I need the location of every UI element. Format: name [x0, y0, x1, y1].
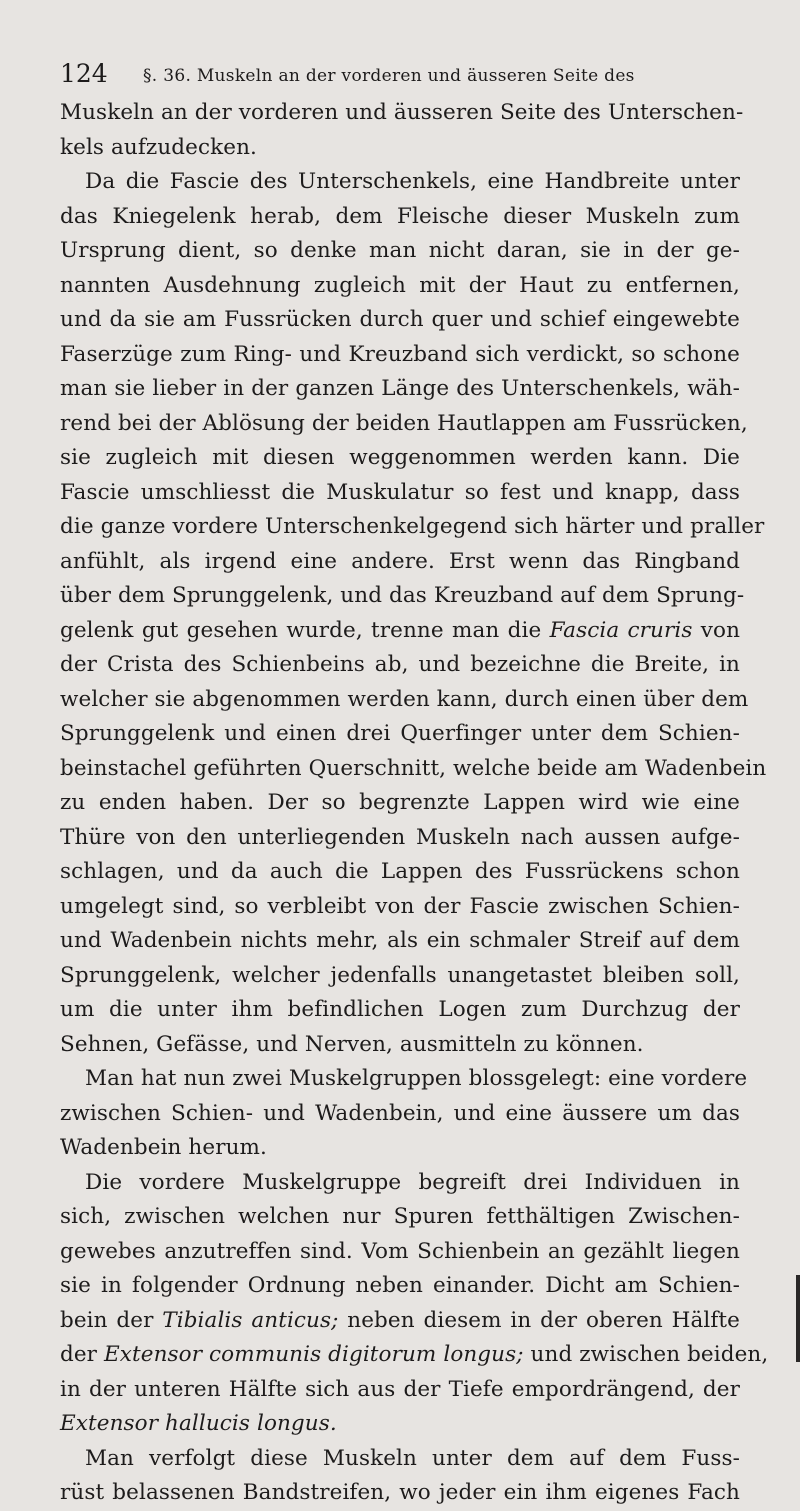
text-line-mixed	[60, 1338, 769, 1373]
text-line: Faserzüge zum Ring- und Kreuzband sich verdickt, so schone	[60, 341, 740, 367]
text-line: in der unteren Hälfte sich aus der Tiefe empordrängend, der	[60, 1376, 740, 1402]
text-line: schlagen, und da auch die Lappen des Fussrückens schon	[60, 859, 740, 884]
text-line: das Kniegelenk herab, dem Fleische dieser Muskeln zum	[60, 203, 740, 229]
text-line: sie in folgender Ordnung neben einander. Dicht am Schien-	[60, 1273, 740, 1298]
text-line: umgelegt sind, so verbleibt von der Fascie zwischen Schien-	[60, 893, 740, 919]
text-line: Die vordere Muskelgruppe begreift drei Individuen in	[85, 1169, 740, 1195]
text-line: man sie lieber in der ganzen Länge des Unterschenkels, wäh-	[60, 376, 740, 401]
latin-term: Extensor hallucis longus.	[60, 1411, 337, 1436]
text-line: um die unter ihm befindlichen Logen zum Durchzug der	[60, 997, 740, 1022]
text-line: zwischen Schien- und Wadenbein, und eine äussere um das	[60, 1100, 740, 1126]
text-line: kels aufzudecken.	[60, 134, 257, 160]
text-line: beinstachel geführten Querschnitt, welche beide am Wadenbein	[60, 755, 767, 781]
binding-edge	[796, 1275, 800, 1362]
text-line-mixed	[60, 614, 740, 649]
text-line: gewebes anzutreffen sind. Vom Schienbein an gezählt liegen	[60, 1238, 740, 1264]
text-line: Sprunggelenk, welcher jedenfalls unangetastet bleiben soll,	[60, 962, 740, 988]
text-line: Ursprung dient, so denke man nicht daran, sie in der ge-	[60, 238, 740, 263]
text-line: Man verfolgt diese Muskeln unter dem auf dem Fuss-	[85, 1445, 740, 1471]
text-line: welcher sie abgenommen werden kann, durch einen über dem	[60, 686, 749, 712]
text-line: der Crista des Schienbeins ab, und bezeichne die Breite, in	[60, 652, 740, 677]
text-line: Fascie umschliesst die Muskulatur so fest und knapp, dass	[60, 479, 740, 505]
text-line: rend bei der Ablösung der beiden Hautlappen am Fussrücken,	[60, 410, 748, 436]
text-segment: und zwischen beiden,	[530, 1342, 769, 1367]
text-segment: gelenk gut gesehen wurde, trenne man die	[60, 617, 542, 643]
text-segment: bein der	[60, 1307, 154, 1333]
text-line: nannten Ausdehnung zugleich mit der Haut zu entfernen,	[60, 272, 740, 298]
text-line: rüst belassenen Bandstreifen, wo jeder ein ihm eigenes Fach	[60, 1480, 740, 1505]
text-line: über dem Sprunggelenk, und das Kreuzband auf dem Sprung-	[60, 583, 745, 608]
body-text	[60, 96, 769, 1511]
page-number: 124	[60, 59, 108, 88]
text-line-italic	[60, 1407, 740, 1442]
text-line: Wadenbein herum.	[60, 1135, 267, 1160]
text-line: und da sie am Fussrücken durch quer und schief eingewebte	[60, 307, 740, 332]
page-header	[60, 54, 760, 94]
text-line: Muskeln an der vorderen und äusseren Seite des Unterschen-	[60, 100, 744, 125]
latin-term: Tibialis anticus;	[162, 1307, 339, 1333]
text-line: die ganze vordere Unterschenkelgegend sich härter und praller	[60, 514, 765, 539]
text-segment: von	[700, 617, 741, 643]
text-line: sie zugleich mit diesen weggenommen werden kann. Die	[60, 445, 740, 470]
text-line: anfühlt, als irgend eine andere. Erst wenn das Ringband	[60, 548, 740, 574]
text-segment: der	[60, 1342, 98, 1367]
latin-term: Extensor communis digitorum longus;	[104, 1342, 524, 1367]
text-line-mixed	[60, 1304, 740, 1339]
text-line: Man hat nun zwei Muskelgruppen blossgelegt: eine vordere	[85, 1066, 748, 1091]
text-segment: neben diesem in der oberen Hälfte	[347, 1307, 740, 1333]
text-line: zu enden haben. Der so begrenzte Lappen wird wie eine	[60, 790, 740, 815]
text-line: Sehnen, Gefässe, und Nerven, ausmitteln zu können.	[60, 1031, 644, 1057]
text-line: Thüre von den unterliegenden Muskeln nach aussen aufge-	[60, 824, 740, 850]
running-head: §. 36. Muskeln an der vorderen und äusseren Seite des	[143, 66, 635, 86]
text-line: Da die Fascie des Unterschenkels, eine Handbreite unter	[85, 169, 740, 194]
text-line: Sprunggelenk und einen drei Querfinger unter dem Schien-	[60, 721, 740, 746]
text-line: und Wadenbein nichts mehr, als ein schmaler Streif auf dem	[60, 928, 740, 953]
latin-term: Fascia cruris	[549, 617, 693, 643]
text-line: sich, zwischen welchen nur Spuren fetthältigen Zwischen-	[60, 1204, 740, 1229]
